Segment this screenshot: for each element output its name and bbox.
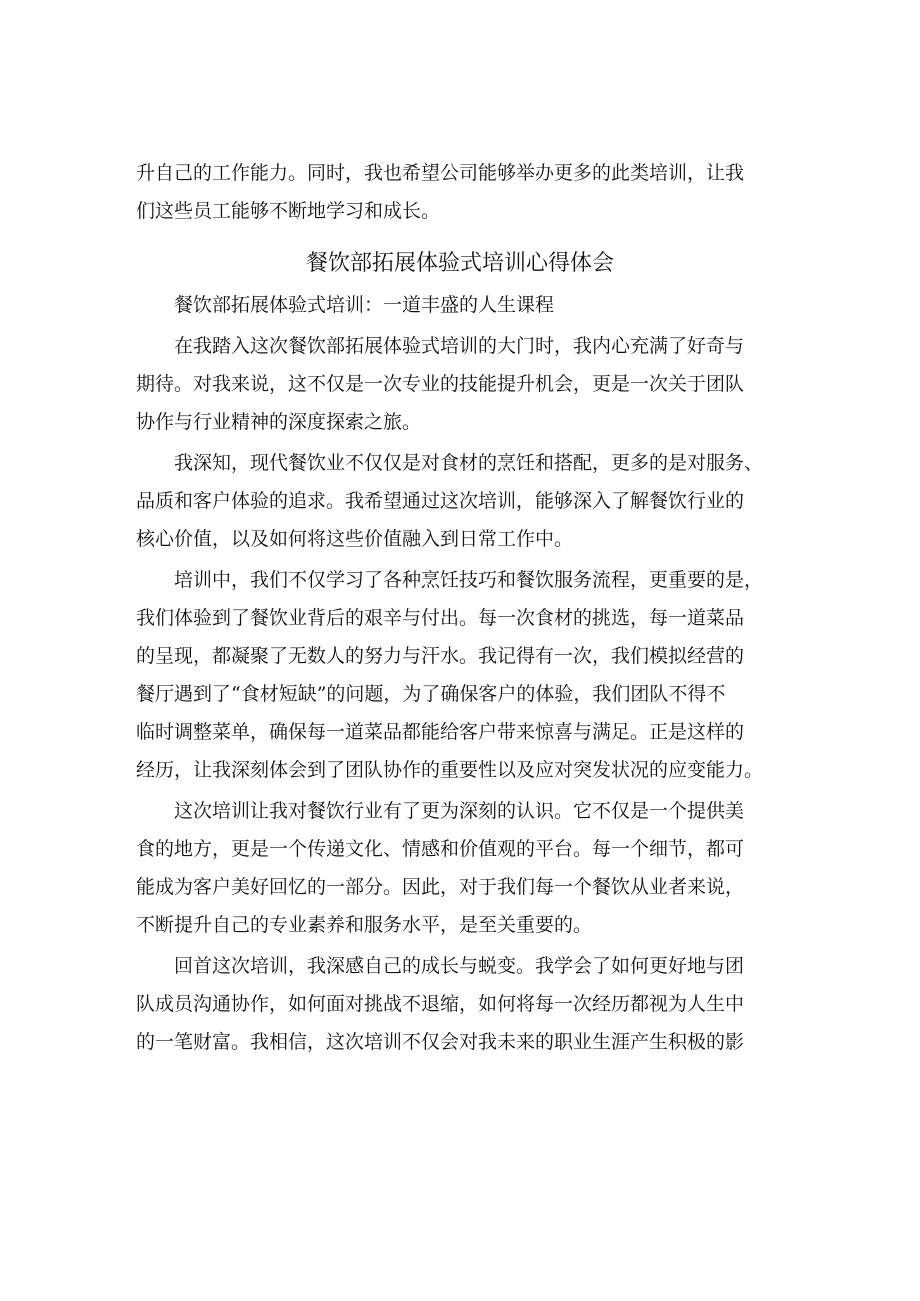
text-line: 这次培训让我对餐饮行业有了更为深刻的认识。它不仅是一个提供美 xyxy=(174,800,745,822)
text-line: 能成为客户美好回忆的一部分。因此，对于我们每一个餐饮从业者来说， xyxy=(136,876,745,898)
text-line: 临时调整菜单，确保每一道菜品都能给客户带来惊喜与满足。正是这样的 xyxy=(136,721,745,743)
text-line: 升自己的工作能力。同时，我也希望公司能够举办更多的此类培训，让我 xyxy=(136,162,745,184)
paragraph xyxy=(136,327,784,441)
paragraph xyxy=(136,947,784,1061)
text-line: 不断提升自己的专业素养和服务水平，是至关重要的。 xyxy=(136,914,593,936)
text-line: 食的地方，更是一个传递文化、情感和价值观的平台。每一个细节，都可 xyxy=(136,838,745,860)
text-line: 核心价值，以及如何将这些价值融入到日常工作中。 xyxy=(136,528,574,550)
paragraph xyxy=(136,792,784,944)
document-body xyxy=(136,154,784,1064)
text-line: 回首这次培训，我深感自己的成长与蜕变。我学会了如何更好地与团 xyxy=(174,955,745,977)
text-line: 队成员沟通协作，如何面对挑战不退缩，如何将每一次经历都视为人生中 xyxy=(136,993,745,1015)
text-line: 培训中，我们不仅学习了各种烹饪技巧和餐饮服务流程，更重要的是， xyxy=(174,569,764,591)
text-line: 期待。对我来说，这不仅是一次专业的技能提升机会，更是一次关于团队 xyxy=(136,373,745,395)
text-line: 在我踏入这次餐饮部拓展体验式培训的大门时，我内心充满了好奇与 xyxy=(174,335,745,357)
text-line: 餐厅遇到了“食材短缺”的问题，为了确保客户的体验，我们团队不得不 xyxy=(136,683,726,705)
paragraph xyxy=(136,561,784,789)
paragraph xyxy=(136,444,784,558)
text-line: 品质和客户体验的追求。我希望通过这次培训，能够深入了解餐饮行业的 xyxy=(136,490,745,512)
document-subtitle: 餐饮部拓展体验式培训：一道丰盛的人生课程 xyxy=(174,294,555,316)
text-line: 们这些员工能够不断地学习和成长。 xyxy=(136,200,441,222)
text-line: 协作与行业精神的深度探索之旅。 xyxy=(136,411,422,433)
text-line: 的一笔财富。我相信，这次培训不仅会对我未来的职业生涯产生积极的影 xyxy=(136,1031,745,1053)
document-title: 餐饮部拓展体验式培训心得体会 xyxy=(305,251,614,276)
text-line: 我深知，现代餐饮业不仅仅是对食材的烹饪和搭配，更多的是对服务、 xyxy=(174,452,764,474)
carryover-paragraph xyxy=(136,154,784,230)
text-line: 经历，让我深刻体会到了团队协作的重要性以及应对突发状况的应变能力。 xyxy=(136,759,764,781)
text-line: 我们体验到了餐饮业背后的艰辛与付出。每一次食材的挑选，每一道菜品 xyxy=(136,607,745,629)
text-line: 的呈现，都凝聚了无数人的努力与汗水。我记得有一次，我们模拟经营的 xyxy=(136,645,745,667)
